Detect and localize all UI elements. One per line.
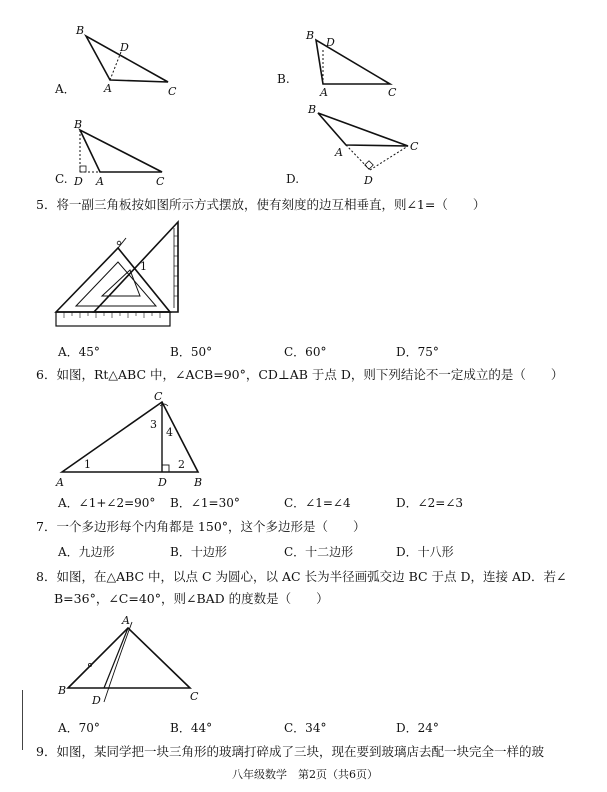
q6-label-3: 3 <box>150 418 157 431</box>
q5-question-text: 5．将一副三角板按如图所示方式摆放，使有刻度的边互相垂直，则∠1=（ ） <box>36 197 486 212</box>
q4-d-label-a: A <box>335 146 343 159</box>
q4-option-d-letter: D. <box>286 172 300 186</box>
q6-label-a: A <box>56 476 64 489</box>
q8-question-text-line1: 8．如图，在△ABC 中，以点 C 为圆心，以 AC 长为半径画弧交边 BC 于点 D，连接 AD．若∠ <box>36 569 567 584</box>
q4-option-a-letter: A． <box>55 82 76 96</box>
q4-c-label-b: B <box>74 118 83 131</box>
q4-d-label-d: D <box>364 174 373 187</box>
q4-c-label-c: C <box>156 175 165 188</box>
q6-label-c: C <box>154 390 163 403</box>
q7-option-b[interactable]: B．十边形 <box>170 545 227 559</box>
q7-option-a[interactable]: A．九边形 <box>58 545 115 559</box>
q5-angle-label: 1 <box>140 260 147 273</box>
q4-b-label-b: B <box>306 29 315 42</box>
q4-a-label-a: A <box>104 82 112 95</box>
q6-label-2: 2 <box>178 458 185 471</box>
q5-option-c[interactable]: C．60° <box>284 345 327 359</box>
q4-b-label-c: C <box>388 86 397 99</box>
q4-c-label-d: D <box>74 175 83 188</box>
q8-label-d: D <box>92 694 101 707</box>
q6-option-d[interactable]: D．∠2=∠3 <box>396 496 464 510</box>
q9-question-text: 9．如图，某同学把一块三角形的玻璃打碎成了三块，现在要到玻璃店去配一块完全一样的玻 <box>36 744 544 759</box>
q5-option-b[interactable]: B．50° <box>170 345 213 359</box>
q8-option-a[interactable]: A．70° <box>58 721 100 735</box>
q4-a-label-b: B <box>76 24 85 37</box>
page-footer: 八年级数学 第2页（共6页） <box>232 768 378 781</box>
q4-c-label-a: A <box>96 175 104 188</box>
q4-b-label-a: A <box>320 86 328 99</box>
q4-d-label-c: C <box>410 140 419 153</box>
q4-a-label-d: D <box>120 41 129 54</box>
q6-option-a[interactable]: A．∠1+∠2=90° <box>58 496 156 510</box>
q6-label-b: B <box>194 476 203 489</box>
q4-d-label-b: B <box>308 103 317 116</box>
q8-option-d[interactable]: D．24° <box>396 721 439 735</box>
q5-option-a[interactable]: A．45° <box>58 345 100 359</box>
left-margin-line <box>22 690 23 750</box>
q6-question-text: 6．如图，Rt△ABC 中，∠ACB=90°，CD⊥AB 于点 D，则下列结论不一定成立的是（ ） <box>36 367 564 382</box>
q6-label-d: D <box>158 476 167 489</box>
q8-label-b: B <box>58 684 67 697</box>
q8-question-text-line2: B=36°，∠C=40°，则∠BAD 的度数是（ ） <box>54 591 329 606</box>
q6-label-4: 4 <box>166 426 173 439</box>
q4-a-label-c: C <box>168 85 177 98</box>
q6-option-b[interactable]: B．∠1=30° <box>170 496 240 510</box>
q8-option-b[interactable]: B．44° <box>170 721 213 735</box>
q4-option-b-letter: B. <box>277 72 290 86</box>
q6-option-c[interactable]: C．∠1=∠4 <box>284 496 351 510</box>
q6-label-1: 1 <box>84 458 91 471</box>
q7-question-text: 7．一个多边形每个内角都是 150°，这个多边形是（ ） <box>36 519 366 534</box>
q7-option-c[interactable]: C．十二边形 <box>284 545 354 559</box>
q8-option-c[interactable]: C．34° <box>284 721 327 735</box>
q4-b-label-d: D <box>326 36 335 49</box>
q5-option-d[interactable]: D．75° <box>396 345 439 359</box>
q7-option-d[interactable]: D．十八形 <box>396 545 454 559</box>
q8-label-c: C <box>190 690 199 703</box>
q4-option-c-letter: C. <box>55 172 68 186</box>
q8-label-a: A <box>122 614 130 627</box>
